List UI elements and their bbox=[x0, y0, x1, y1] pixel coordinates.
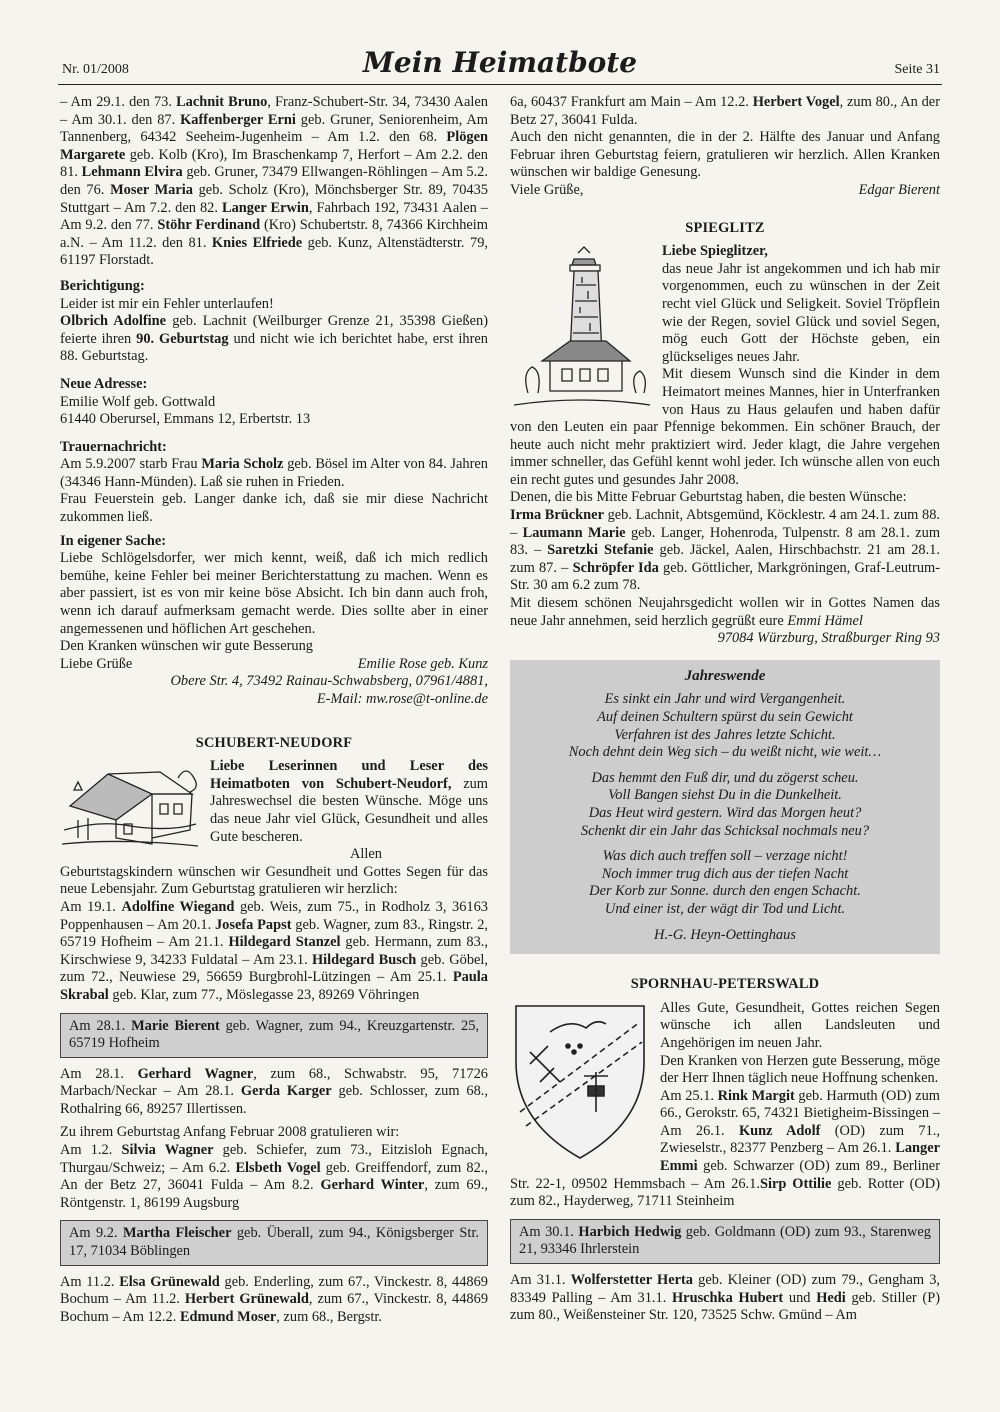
header-page-number: Seite 31 bbox=[894, 62, 940, 77]
schubert-neudorf-wishes: Allen Geburtstagskindern wünschen wir Gesundheit und Gottes Segen für das neue Lebensjahr. Zum Geburtstag gratulieren wir herzlich: bbox=[60, 846, 488, 898]
spieglitz-poem-text: das neue Jahr ist angekommen und ich hab mir vorgenommen, euch zu wünschen in der Zeit recht viel Glück und Seligkeit. Soviel Tröpflein wie der Regen, soviel Glück und soviel Segen, mög euch Gott der Höchste geben, ein glückseliges neues Jahr. bbox=[662, 260, 940, 365]
header-rule bbox=[58, 84, 942, 85]
poem-stanza-2: Das hemmt den Fuß dir, und du zögerst scheu. Voll Bangen siehst Du in die Dunkelheit. Das Heut wird gestern. Wird das Morgen heut? Schenkt dir ein Jahr das Schicksal nochmals neu? bbox=[580, 769, 870, 839]
birthday-list-late-january: Am 28.1. Gerhard Wagner, zum 68., Schwabstr. 95, 71726 Marbach/Neckar – Am 28.1. Gerda Karger geb. Schlosser, zum 68., Rothalring 66, 89257 Illertissen. bbox=[60, 1065, 488, 1117]
spieglitz-sender-address: 97084 Würzburg, Straßburger Ring 93 bbox=[717, 630, 940, 647]
spieglitz-birthdays: Irma Brückner geb. Lachnit, Abtsgemünd, Köcklestr. 4 am 24.1. zum 88. – Laumann Marie geb. Langer, Hohenroda, Tulpenstr. 8 am 28.1. zum 83. – Saretzki Stefanie geb. Jäckel, Aalen, Hirschbachstr. 21 am 28.1. zum 87. – Schröpfer Ida geb. Göttlicher, Markgröningen, Graf-Leutrum-Str. 30 am 6.2 zum 78. bbox=[510, 507, 941, 594]
new-address-line1: Emilie Wolf geb. Gottwald bbox=[60, 393, 216, 410]
highlight-box-bierent: Am 28.1. Marie Bierent geb. Wagner, zum 94., Kreuzgartenstr. 25, 65719 Hofheim bbox=[60, 1013, 488, 1058]
right-column bbox=[510, 94, 940, 1325]
correction-heading: Berichtigung: bbox=[60, 277, 145, 294]
spieglitz-birthday-intro: Denen, die bis Mitte Februar Geburtstag haben, die besten Wünsche: bbox=[510, 489, 907, 506]
continuation-wishes: Auch den nicht genannten, die in der 2. Hälfte des Januar und Anfang Februar ihren Geburtstag feiern, gratulieren wir herzlich. Allen Kranken wünschen wir baldige Genesung. bbox=[510, 129, 940, 181]
birthday-list-intro: – Am 29.1. den 73. Lachnit Bruno, Franz-Schubert-Str. 34, 73430 Aalen – Am 30.1. den 87. Kaffenberger Erni geb. Gruner, Seniorenheim, Am Tannenberg, 64342 Seeheim-Jugenheim – Am 1.2. den 68. Plögen Margarete geb. Kolb (Kro), Im Braschenkamp 7, Herfort – Am 2.2. den 81. Lehmann Elvira geb. Gruner, 73479 Ellwangen-Röhlingen – Am 5.2. den 76. Moser Maria geb. Scholz (Kro), Mönchsberger Str. 89, 70435 Stuttgart – Am 7.2. den 82. Langer Erwin, Fahrbach 192, 73431 Aalen – Am 9.2. den 77. Stöhr Ferdinand (Kro) Schubertstr. 8, 74366 Kirchheim a.N. – Am 11.2. den 81. Knies Elfriede geb. Kunz, Altenstädterstr. 79, 61197 Florstadt. bbox=[60, 94, 488, 269]
february-intro: Zu ihrem Geburtstag Anfang Februar 2008 gratulieren wir: bbox=[60, 1124, 400, 1141]
signature-name-bierent: Edgar Bierent bbox=[858, 181, 940, 198]
spieglitz-story: Mit diesem Wunsch sind die Kinder in dem Heimatort meines Mannes, hier in Unterfranken von Haus zu Haus gelaufen und haben dafür von den Leuten ein paar Pfennige bekommen. Ein schöner Brauch, der heute auch nicht mehr praktiziert wird. Jeder klagt, die Jahre vergehen immer schneller, das Gefühl kennt wohl jeder. Ich wünsche allen von euch ein recht gutes und gesundes Jahr 2008. bbox=[510, 366, 940, 488]
spieglitz-greeting: Liebe Spieglitzer, bbox=[662, 243, 768, 260]
correction-text: Leider ist mir ein Fehler unterlaufen! bbox=[60, 295, 274, 312]
own-matter-heading: In eigener Sache: bbox=[60, 532, 167, 549]
signature-address: Obere Str. 4, 73492 Rainau-Schwabsberg, 07961/4881, bbox=[170, 673, 488, 690]
new-address-line2: 61440 Oberursel, Emmans 12, Erbertstr. 13 bbox=[60, 411, 311, 428]
section-title-schubert-neudorf: SCHUBERT-NEUDORF bbox=[195, 734, 353, 751]
poem-stanza-3: Was dich auch treffen soll – verzage nicht! Noch immer trug dich aus der tiefen Nacht Der Korb zur Sonne. durch den engen Schacht. Und einer ist, der wägt dir Tod und Licht. bbox=[589, 848, 861, 917]
section-title-spornhau-peterswald: SPORNHAU-PETERSWALD bbox=[630, 976, 820, 993]
highlight-box-fleischer: Am 9.2. Martha Fleischer geb. Überall, zum 94., Königsberger Str. 17, 71034 Böblingen bbox=[60, 1220, 488, 1265]
spornhau-wishes: Alles Gute, Gesundheit, Gottes reichen Segen wünsche ich allen Landsleuten und Angehörigen im neuen Jahr. bbox=[660, 999, 940, 1051]
new-address-heading: Neue Adresse: bbox=[60, 375, 148, 392]
spornhau-birthdays: Am 25.1. Rink Margit geb. Harmuth (OD) zum 66., Gerokstr. 65, 74321 Bietigheim-Bissingen – Am 26.1. Kunz Adolf (OD) zum 71., Zwieselstr., 82377 Penzberg – Am 26.1. Langer Emmi geb. Schwarzer (OD) zum 89., Berliner Str. 22-1, 09502 Hemmsbach – Am 26.1.Sirp Ottilie geb. Rotter (OD) zum 82., Hayderweg, 71711 Steinheim bbox=[510, 1087, 940, 1210]
birthday-list-february: Am 1.2. Silvia Wagner geb. Schiefer, zum 73., Eitzisloh Egnach, Thurgau/Schweiz; – Am 6.2. Elsbeth Vogel geb. Greiffendorf, zum 82., An der Betz 27, 36041 Fulda – Am 8.2. Gerhard Winter, zum 69., Röntgenstr. 1, 86199 Augsburg bbox=[60, 1142, 489, 1211]
signature-line: Liebe Grüße Emilie Rose geb. Kunz bbox=[60, 655, 488, 672]
header-masthead: Mein Heimatbote bbox=[362, 46, 638, 79]
left-column bbox=[60, 94, 488, 1326]
signature-email: E-Mail: mw.rose@t-online.de bbox=[316, 691, 488, 707]
birthday-list-mid-february: Am 11.2. Elsa Grünewald geb. Enderling, zum 67., Vinckestr. 8, 44869 Bochum – Am 11.2. Herbert Grünewald, zum 67., Vinckestr. 8, 44869 Bochum – Am 12.2. Edmund Moser, zum 68., Bergstr. bbox=[60, 1273, 489, 1325]
own-matter-text: Liebe Schlögelsdorfer, wer mich kennt, weiß, daß ich mich redlich bemühe, keine Fehler bei meiner Berichterstattung zu machen. Wenn es aber passiert, ist es von mir keine böse Absicht. Ich bin dann auch froh, wenn ich darauf aufmerksam gemacht werde. Dies sollte aber in einer angemessenen und höflichen Art geschehen. bbox=[60, 550, 488, 637]
poem-author: H.-G. Heyn-Oettinghaus bbox=[654, 926, 796, 943]
schubert-neudorf-greeting: Liebe Leserinnen und Leser des Heimatboten von Schubert-Neudorf, zum Jahreswechsel die besten Wünsche. Möge uns das neue Jahr viel Glück, Gesundheit und alles Gute bescheren. bbox=[210, 758, 489, 845]
continuation-text: 6a, 60437 Frankfurt am Main – Am 12.2. Herbert Vogel, zum 80., An der Betz 27, 36041 Fulda. bbox=[510, 94, 940, 128]
obituary-text: Am 5.9.2007 starb Frau Maria Scholz geb. Bösel im Alter von 84. Jahren (34346 Hann-Münden). Laß sie ruhen in Frieden. bbox=[60, 456, 488, 490]
own-matter-wishes: Den Kranken wünschen wir gute Besserung bbox=[60, 638, 313, 655]
header-issue: Nr. 01/2008 bbox=[62, 62, 129, 77]
poem-jahreswende bbox=[510, 660, 940, 954]
spornhau-birthdays-end: Am 31.1. Wolferstetter Herta geb. Kleiner (OD) zum 79., Gengham 3, 83349 Palling – Am 31.1. Hruschka Hubert und Hedi geb. Stiller (P) zum 80., Weißensteiner Str. 120, 73525 Schw. Gmünd – Am bbox=[510, 1272, 940, 1324]
highlight-box-harbich: Am 30.1. Harbich Hedwig geb. Goldmann (OD) zum 93., Starenweg 21, 93346 Ihrlerstein bbox=[510, 1219, 940, 1264]
poem-title: Jahreswende bbox=[684, 667, 766, 684]
poem-stanza-1: Es sinkt ein Jahr und wird Vergangenheit. Auf deinen Schultern spürst du sein Gewicht Verfahren ist des Jahres letzte Schicht. Noch dehnt dein Weg sich – du weißt nicht, wie weit… bbox=[568, 691, 882, 761]
correction-detail: Olbrich Adolfine geb. Lachnit (Weilburger Grenze 21, 35398 Gießen) feierte ihren 90. Geburtstag und nicht wie ich berichtet habe, erst ihren 88. Geburtstag. bbox=[60, 313, 488, 365]
house-illustration bbox=[60, 760, 200, 852]
obituary-thanks: Frau Feuerstein geb. Langer danke ich, daß sie mir diese Nachricht zukommen ließ. bbox=[60, 491, 488, 526]
coat-of-arms-illustration bbox=[510, 1002, 650, 1162]
schubert-neudorf-birthdays: Am 19.1. Adolfine Wiegand geb. Weis, zum 75., in Rodholz 3, 36163 Poppenhausen – Am 20.1. Josefa Papst geb. Wagner, zum 83., Ringstr. 2, 65719 Hofheim – Am 21.1. Hildegard Stanzel geb. Hermann, zum 83., Kirschwiese 9, 34233 Fuldatal – Am 23.1. Hildegard Busch geb. Göbel, zum 72., Neuwiese 29, 56659 Burgbrohl-Lützingen – Am 25.1. Paula Skrabal geb. Klar, zum 77., Möslegasse 23, 89269 Vöhringen bbox=[60, 898, 489, 1003]
section-title-spieglitz: SPIEGLITZ bbox=[685, 219, 765, 236]
spieglitz-closing: Mit diesem schönen Neujahrsgedicht wollen wir in Gottes Namen das neue Jahr annehmen, seid herzlich gegrüßt eure Emmi Hämel bbox=[510, 595, 940, 629]
obituary-heading: Trauernachricht: bbox=[60, 438, 167, 455]
tower-illustration bbox=[510, 245, 652, 415]
signature-name: Emilie Rose geb. Kunz bbox=[357, 655, 488, 672]
signature-line-bierent: Viele Grüße, Edgar Bierent bbox=[510, 181, 940, 198]
spornhau-get-well: Den Kranken von Herzen gute Besserung, möge der Herr Ihnen täglich neue Hoffnung schenken. bbox=[660, 1052, 940, 1087]
